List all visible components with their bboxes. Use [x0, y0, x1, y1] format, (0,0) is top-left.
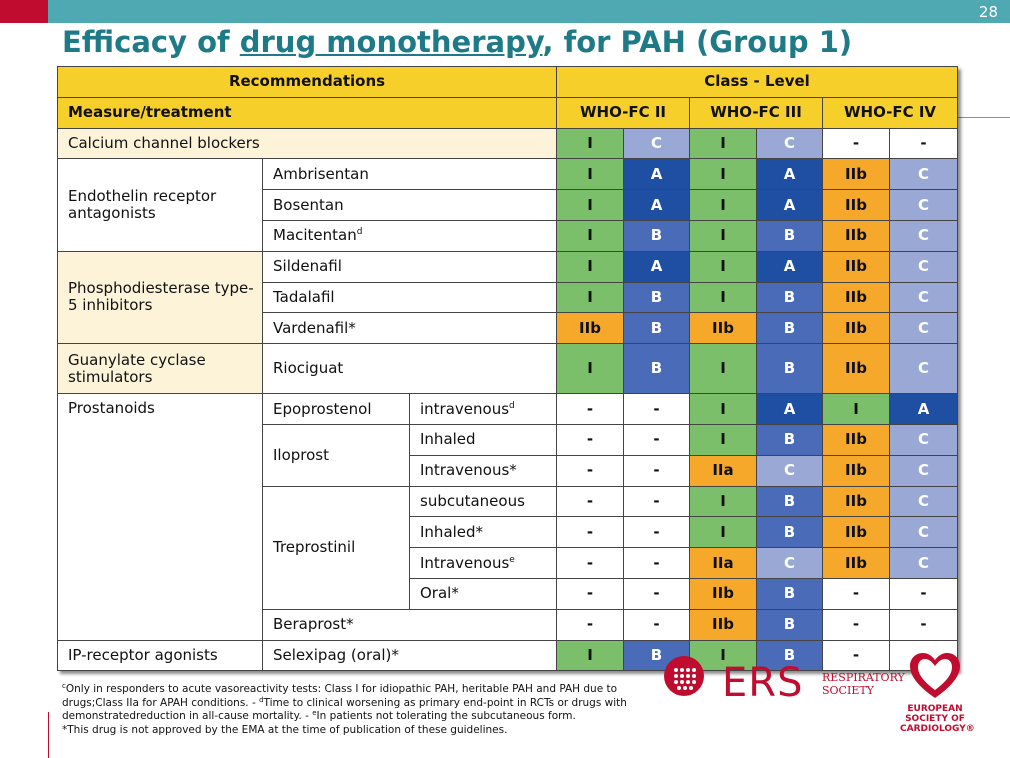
drug-bosentan: Bosentan	[263, 190, 557, 221]
top-bar	[0, 0, 1010, 23]
footnote-main	[62, 683, 652, 724]
cell: IIb	[823, 517, 890, 548]
route-treprostinil-iv	[410, 548, 557, 579]
cell: B	[757, 424, 823, 455]
cell: IIb	[823, 282, 890, 313]
cell: I	[690, 394, 757, 425]
cell: C	[890, 282, 958, 313]
cell: B	[757, 344, 823, 394]
ers-logo-dot	[683, 686, 687, 690]
footnote-marker: e	[509, 554, 515, 565]
cell: IIb	[823, 344, 890, 394]
cell: -	[823, 128, 890, 159]
cell: C	[890, 486, 958, 517]
cell: -	[557, 424, 624, 455]
cell: -	[890, 128, 958, 159]
esc-heart-icon	[908, 652, 962, 700]
cell: B	[757, 313, 823, 344]
header-who-fc-iv: WHO-FC IV	[823, 97, 958, 128]
ers-logo-subtitle	[822, 671, 905, 697]
cell: -	[624, 609, 690, 640]
cell: C	[890, 190, 958, 221]
cell: A	[757, 394, 823, 425]
decorative-line	[958, 117, 1010, 118]
cell: -	[557, 394, 624, 425]
cell: B	[624, 313, 690, 344]
route-iloprost-iv: Intravenous*	[410, 455, 557, 486]
drug-riociguat: Riociguat	[263, 344, 557, 394]
cell: -	[624, 486, 690, 517]
cell: I	[690, 486, 757, 517]
cell: I	[690, 640, 757, 671]
route-treprostinil-oral: Oral*	[410, 578, 557, 609]
ers-logo-dot	[674, 680, 678, 684]
cell: -	[624, 455, 690, 486]
esc-line3: CARDIOLOGY®	[900, 724, 975, 734]
cell: B	[624, 640, 690, 671]
cell: -	[823, 578, 890, 609]
drug-ambrisentan: Ambrisentan	[263, 159, 557, 190]
cell: I	[557, 282, 624, 313]
cell: I	[557, 159, 624, 190]
route-label: intravenous	[420, 399, 510, 418]
cell: C	[624, 128, 690, 159]
cell: IIb	[823, 313, 890, 344]
cell: B	[624, 220, 690, 251]
drug-macitentan	[263, 220, 557, 251]
cell: -	[624, 394, 690, 425]
cell: A	[757, 159, 823, 190]
slide-title	[62, 25, 852, 59]
cell: A	[890, 394, 958, 425]
cell: -	[557, 486, 624, 517]
ers-logo-dot	[692, 668, 696, 672]
cell: I	[690, 424, 757, 455]
cell: -	[624, 424, 690, 455]
ers-logo-text: ERS	[722, 660, 804, 706]
ers-sub-line2: SOCIETY	[822, 684, 874, 697]
cell: C	[890, 424, 958, 455]
cell: IIa	[690, 548, 757, 579]
cell: IIa	[690, 455, 757, 486]
drug-vardenafil: Vardenafil*	[263, 313, 557, 344]
cell: C	[890, 344, 958, 394]
cell: A	[757, 251, 823, 282]
table-row-ambrisentan	[58, 159, 958, 190]
category-sgc: Guanylate cyclase stimulators	[58, 344, 263, 394]
cell: -	[890, 578, 958, 609]
cell: IIb	[690, 609, 757, 640]
title-underlined: drug monotherapy	[239, 25, 543, 59]
ers-logo-dot	[686, 674, 690, 678]
cell: IIb	[823, 220, 890, 251]
cell: IIb	[823, 548, 890, 579]
recommendations-table	[57, 66, 958, 671]
cell: C	[890, 548, 958, 579]
drug-sildenafil: Sildenafil	[263, 251, 557, 282]
footnote-marker: d	[509, 400, 515, 411]
ers-logo-dot	[689, 686, 693, 690]
header-recommendations: Recommendations	[58, 67, 557, 98]
cell: C	[890, 159, 958, 190]
ers-logo-dot	[680, 668, 684, 672]
title-part1: Efficacy of	[62, 25, 240, 59]
header-row-2	[58, 97, 958, 128]
cell: -	[557, 455, 624, 486]
header-row-1	[58, 67, 958, 98]
ers-logo-dot	[680, 680, 684, 684]
cell: A	[624, 190, 690, 221]
ers-sub-line1: RESPIRATORY	[822, 671, 905, 684]
cell: -	[823, 609, 890, 640]
cell: -	[624, 548, 690, 579]
footnote-e-text: In patients not tolerating the subcutaneous form.	[316, 710, 576, 722]
cell: -	[890, 609, 958, 640]
cell: I	[557, 344, 624, 394]
ers-logo-dot	[674, 668, 678, 672]
ers-logo-dot	[692, 674, 696, 678]
esc-line2: SOCIETY OF	[905, 714, 965, 724]
ers-logo-dot	[686, 668, 690, 672]
cell: I	[690, 251, 757, 282]
drug-beraprost: Beraprost*	[263, 609, 557, 640]
cell: C	[890, 517, 958, 548]
footnote-d-text: Time to clinical worsening as primary end-point in RCTs or drugs with demonstratedreduction in all-cause mortality. -	[62, 696, 627, 722]
drug-selexipag: Selexipag (oral)*	[263, 640, 557, 671]
cell: IIb	[823, 424, 890, 455]
cell: IIb	[690, 578, 757, 609]
category-ccb: Calcium channel blockers	[58, 128, 557, 159]
header-who-fc-iii: WHO-FC III	[690, 97, 823, 128]
ers-logo-icon	[664, 656, 704, 696]
header-class-level: Class - Level	[557, 67, 958, 98]
cell: -	[557, 517, 624, 548]
route-treprostinil-inhaled: Inhaled*	[410, 517, 557, 548]
cell: B	[624, 344, 690, 394]
cell: I	[557, 128, 624, 159]
header-measure: Measure/treatment	[58, 97, 557, 128]
cell: IIb	[823, 159, 890, 190]
drug-tadalafil: Tadalafil	[263, 282, 557, 313]
slide-number: 28	[978, 3, 998, 21]
left-accent-rule	[48, 712, 49, 758]
route-label: Intravenous	[420, 553, 510, 572]
cell: C	[757, 455, 823, 486]
cell: C	[890, 455, 958, 486]
drug-iloprost: Iloprost	[263, 424, 410, 486]
ers-logo-dot	[674, 674, 678, 678]
cell: C	[757, 128, 823, 159]
cell: -	[557, 609, 624, 640]
category-prostanoids: Prostanoids	[58, 394, 263, 640]
ers-logo-dot	[686, 680, 690, 684]
cell: I	[557, 190, 624, 221]
cell: B	[757, 220, 823, 251]
footnote-ema: *This drug is not approved by the EMA at the time of publication of these guidelines.	[62, 723, 508, 736]
esc-logo-text	[900, 704, 975, 734]
ers-logo-dot	[692, 680, 696, 684]
cell: IIb	[557, 313, 624, 344]
cell: IIb	[823, 251, 890, 282]
cell: B	[757, 640, 823, 671]
cell: IIb	[690, 313, 757, 344]
cell: IIb	[823, 190, 890, 221]
cell: I	[690, 159, 757, 190]
drug-treprostinil: Treprostinil	[263, 486, 410, 609]
cell: I	[690, 344, 757, 394]
footnote-c-text: Only in responders to acute vasoreactivity tests: Class I for idiopathic PAH, heritable PAH and PAH due to drugs;Class IIa for APAH conditions. -	[62, 683, 618, 709]
cell: IIb	[823, 455, 890, 486]
esc-line1: EUROPEAN	[907, 704, 963, 714]
cell: I	[690, 282, 757, 313]
cell: B	[757, 578, 823, 609]
cell: I	[557, 640, 624, 671]
table-row-riociguat	[58, 344, 958, 394]
drug-epoprostenol: Epoprostenol	[263, 394, 410, 425]
table-row-sildenafil	[58, 251, 958, 282]
cell: I	[690, 190, 757, 221]
route-iloprost-inhaled: Inhaled	[410, 424, 557, 455]
cell: B	[757, 609, 823, 640]
ers-logo-dot	[680, 674, 684, 678]
table-row-ccb	[58, 128, 958, 159]
category-ip-receptor: IP-receptor agonists	[58, 640, 263, 671]
cell: I	[557, 251, 624, 282]
category-era: Endothelin receptor antagonists	[58, 159, 263, 251]
cell: B	[757, 486, 823, 517]
table-row-epoprostenol	[58, 394, 958, 425]
cell: -	[624, 578, 690, 609]
route-treprostinil-sc: subcutaneous	[410, 486, 557, 517]
cell: B	[757, 282, 823, 313]
cell: B	[757, 517, 823, 548]
cell: C	[890, 251, 958, 282]
cell: C	[890, 220, 958, 251]
cell: -	[557, 578, 624, 609]
cell: I	[690, 128, 757, 159]
cell: C	[757, 548, 823, 579]
header-who-fc-ii: WHO-FC II	[557, 97, 690, 128]
title-part2: , for PAH (Group 1)	[542, 25, 853, 59]
category-pde5: Phosphodiesterase type-5 inhibitors	[58, 251, 263, 343]
top-bar-accent	[0, 0, 48, 23]
ers-logo-dot	[677, 686, 681, 690]
cell: IIb	[823, 486, 890, 517]
footnote-marker: e	[312, 709, 317, 717]
cell: A	[757, 190, 823, 221]
cell: -	[624, 517, 690, 548]
cell: A	[624, 159, 690, 190]
footnote-marker: d	[259, 695, 264, 704]
footnotes	[62, 683, 652, 737]
cell: -	[823, 640, 890, 671]
footnote-marker: c	[62, 682, 66, 690]
cell: C	[890, 313, 958, 344]
cell: I	[557, 220, 624, 251]
route-epoprostenol-iv	[410, 394, 557, 425]
cell: A	[624, 251, 690, 282]
cell: I	[690, 517, 757, 548]
cell: I	[823, 394, 890, 425]
cell: B	[624, 282, 690, 313]
table-row-selexipag	[58, 640, 958, 671]
footnote-marker: d	[356, 227, 363, 238]
drug-macitentan-label: Macitentan	[273, 226, 357, 245]
cell: I	[690, 220, 757, 251]
cell: -	[557, 548, 624, 579]
